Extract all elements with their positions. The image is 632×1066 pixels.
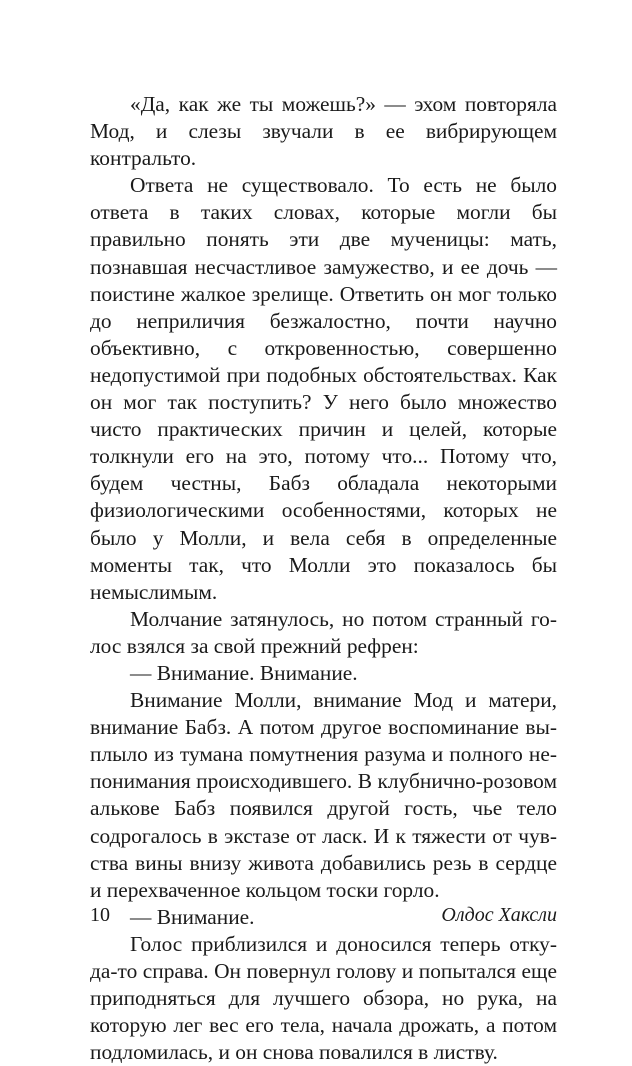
running-footer-author: Олдос Хаксли bbox=[441, 904, 557, 926]
page-footer bbox=[90, 904, 557, 934]
paragraph: — Внимание. bbox=[130, 904, 255, 929]
paragraph: «Да, как же ты можешь?» — эхом повторяла Мод, и слезы звучали в ее вибрирующем контральто. bbox=[90, 92, 557, 171]
paragraph: Голос приблизился и доносился теперь откуда-то справа. Он повернул голову и попытался еще приподняться для лучшего обзора, но рука, на которую лег вес его тела, начала дрожать, а потом подломилась, и он снова повалился в листву. bbox=[90, 931, 557, 1065]
paragraph: Молчание затянулось, но потом странный голос взялся за свой прежний рефрен: bbox=[90, 606, 557, 658]
paragraph: Ответа не существовало. То есть не было ответа в таких словах, которые могли бы правильно понять эти две мученицы: мать, познавшая несчастливое замужество, и ее дочь — поистине жалкое зрелище. Ответить он мог только до неприличия безжалостно, почти научно объективно, с откровенностью, совершенно недопустимой при подобных обстоятельствах. Как он мог так поступить? У него было множество чисто практических причин и целей, которые толкнули его на это, потому что... Потому что, будем честны, Бабз обладала некоторыми физиологическими особенностями, которых не было у Молли, и вела себя в определенные моменты так, что Молли это показалось бы немыслимым. bbox=[90, 173, 557, 604]
page-number: 10 bbox=[90, 904, 110, 926]
paragraph: — Внимание. Внимание. bbox=[130, 660, 358, 685]
paragraph: Внимание Молли, внимание Мод и матери, внимание Бабз. А потом другое воспоминание выплыло из тумана помутнения разума и полного непонимания происходившего. В клубнично-розовом алькове Бабз появился другой гость, чье тело содрогалось в экстазе от ласк. И к тяжести от чувства вины внизу живота добавились резь в сердце и перехваченное кольцом тоски горло. bbox=[90, 688, 557, 902]
